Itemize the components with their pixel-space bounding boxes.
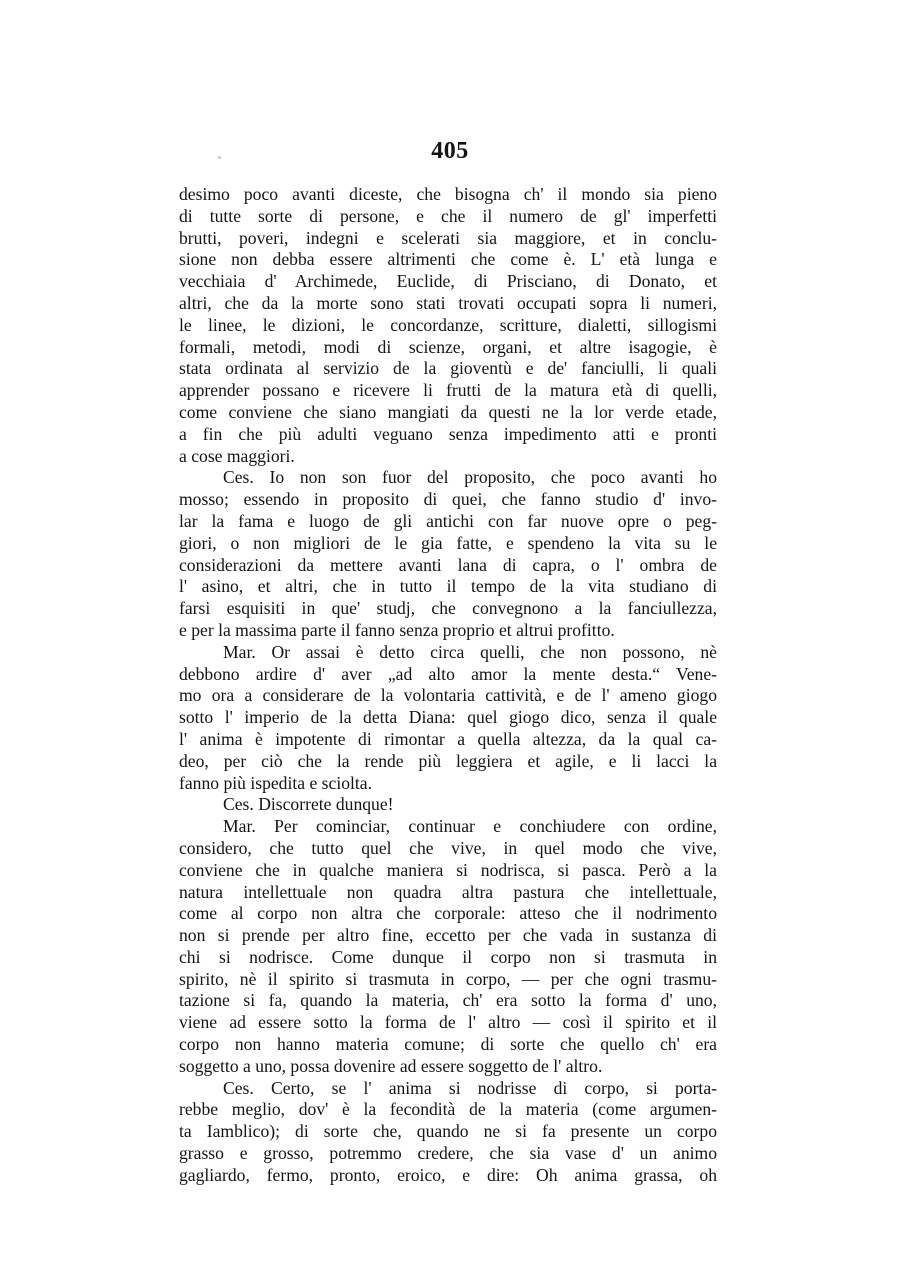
text-line: gagliardo, fermo, pronto, eroico, e dire: Oh anima grassa, oh bbox=[179, 1164, 717, 1185]
text-line: e per la massima parte il fanno senza proprio et altrui profitto. bbox=[179, 619, 615, 640]
text-line: a cose maggiori. bbox=[179, 445, 295, 466]
page-number: 405 bbox=[431, 138, 469, 164]
text-line: Mar. Or assai è detto circa quelli, che non possono, nè bbox=[223, 641, 717, 662]
text-line: desimo poco avanti diceste, che bisogna ch' il mondo sia pieno bbox=[179, 184, 717, 204]
text-line: sione non debba essere altrimenti che come è. L' età lunga e bbox=[179, 249, 717, 270]
text-line: di tutte sorte di persone, e che il numero de gl' imperfetti bbox=[179, 205, 717, 226]
text-line: altri, che da la morte sono stati trovati occupati sopra li numeri, bbox=[179, 292, 717, 313]
text-line: brutti, poveri, indegni e scelerati sia maggiore, et in conclu- bbox=[179, 227, 717, 248]
text-line: soggetto a uno, possa dovenire ad essere soggetto de l' altro. bbox=[179, 1055, 603, 1076]
text-line: l' anima è impotente di rimontar a quella altezza, da la qual ca- bbox=[179, 728, 717, 749]
text-line: mo ora a considerare de la volontaria cattività, e de l' ameno giogo bbox=[179, 685, 717, 706]
text-line: Mar. Per cominciar, continuar e conchiudere con ordine, bbox=[223, 816, 717, 837]
text-line: formali, metodi, modi di scienze, organi, et altre isagogie, è bbox=[179, 336, 717, 357]
text-line: chi si nodrisce. Come dunque il corpo non si trasmuta in bbox=[179, 946, 717, 967]
text-line: conviene che in qualche maniera si nodrisca, si pasca. Però a la bbox=[179, 859, 717, 880]
text-line: stata ordinata al servizio de la gioventù e de' fanciulli, li quali bbox=[179, 358, 717, 379]
text-line: le linee, le dizioni, le concordanze, scritture, dialetti, sillogismi bbox=[179, 314, 717, 335]
text-line: lar la fama e luogo de gli antichi con far nuove opre o peg- bbox=[179, 510, 717, 531]
text-line: debbono ardire d' aver „ad alto amor la mente desta.“ Vene- bbox=[179, 663, 717, 684]
text-line: a fin che più adulti veguano senza impedimento atti e pronti bbox=[179, 423, 717, 444]
text-line: sotto l' imperio de la detta Diana: quel giogo dico, senza il quale bbox=[179, 707, 717, 728]
text-line: vecchiaia d' Archimede, Euclide, di Prisciano, di Donato, et bbox=[179, 271, 717, 292]
text-line: come conviene che siano mangiati da questi ne la lor verde etade, bbox=[179, 401, 717, 422]
text-line: spirito, nè il spirito si trasmuta in corpo, — per che ogni trasmu- bbox=[179, 968, 717, 989]
text-line: considerazioni da mettere avanti lana di capra, o l' ombra de bbox=[179, 554, 717, 575]
text-line: mosso; essendo in proposito di quei, che fanno studio d' invo- bbox=[179, 489, 717, 510]
text-line: rebbe meglio, dov' è la fecondità de la materia (come argumen- bbox=[179, 1099, 717, 1120]
text-line: tazione si fa, quando la materia, ch' era sotto la forma d' uno, bbox=[179, 990, 717, 1011]
text-line: non si prende per altro fine, eccetto per che vada in sustanza di bbox=[179, 925, 717, 946]
text-line: natura intellettuale non quadra altra pastura che intellettuale, bbox=[179, 881, 717, 902]
text-line: deo, per ciò che la rende più leggiera et agile, e li lacci la bbox=[179, 750, 717, 771]
text-line: giori, o non migliori de le gia fatte, e spendeno la vita su le bbox=[179, 532, 717, 553]
text-line: Ces. Certo, se l' anima si nodrisse di corpo, si porta- bbox=[223, 1077, 717, 1098]
text-line: ta Iamblico); di sorte che, quando ne si fa presente un corpo bbox=[179, 1121, 717, 1142]
text-line: considero, che tutto quel che vive, in quel modo che vive, bbox=[179, 837, 717, 858]
text-line: corpo non hanno materia comune; di sorte che quello ch' era bbox=[179, 1034, 717, 1055]
text-line: grasso e grosso, potremmo credere, che sia vase d' un animo bbox=[179, 1143, 717, 1164]
body-text bbox=[179, 184, 717, 1187]
text-line: fanno più ispedita e sciolta. bbox=[179, 772, 372, 793]
text-line: Ces. Discorrete dunque! bbox=[223, 794, 394, 815]
text-line: apprender possano e ricevere li frutti de la matura età di quelli, bbox=[179, 380, 717, 401]
text-line: farsi esquisiti in que' studj, che convegnono a la fanciullezza, bbox=[179, 598, 717, 619]
text-line: viene ad essere sotto la forma de l' altro — così il spirito et il bbox=[179, 1012, 717, 1033]
text-line: Ces. Io non son fuor del proposito, che poco avanti ho bbox=[223, 467, 717, 488]
text-line: come al corpo non altra che corporale: atteso che il nodrimento bbox=[179, 903, 717, 924]
text-line: l' asino, et altri, che in tutto il tempo de la vita studiano di bbox=[179, 576, 717, 597]
